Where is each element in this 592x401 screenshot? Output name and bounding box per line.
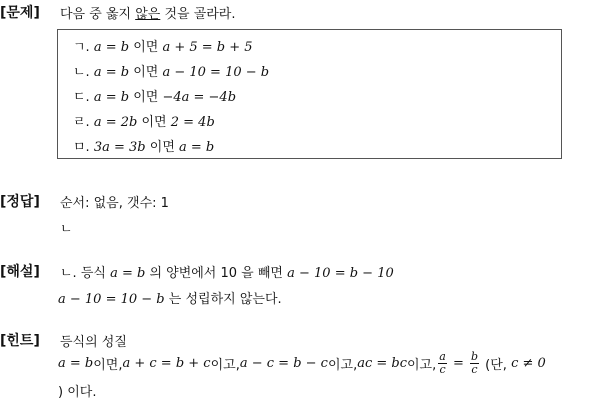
option-expr1: 3a = 3b bbox=[93, 140, 146, 155]
option-5 bbox=[73, 136, 214, 155]
explanation-text: 의 양변에서 10 을 빼면 bbox=[145, 266, 288, 281]
option-word: 이면 bbox=[129, 90, 163, 105]
hint-text: 이고, bbox=[407, 357, 437, 373]
hint-text: (단, bbox=[481, 357, 512, 373]
option-expr2: a − 10 = 10 − b bbox=[162, 65, 270, 80]
explanation-text: ㄴ. 등식 bbox=[60, 266, 111, 281]
option-3 bbox=[73, 86, 236, 105]
option-word: 이면 bbox=[145, 140, 180, 155]
equals-sign: = bbox=[448, 355, 468, 371]
hint-math: a = b bbox=[58, 355, 94, 371]
problem-text-underlined: 않은 bbox=[135, 7, 161, 22]
fraction-a-over-c: $\frac{a}{c}$ bbox=[439, 349, 446, 376]
hint-text: 이고, bbox=[210, 357, 240, 373]
option-expr1: a = b bbox=[93, 40, 130, 55]
hint-closing: ) 이다. bbox=[58, 385, 97, 400]
option-word: 이면 bbox=[129, 40, 163, 55]
problem-label: [문제] bbox=[0, 5, 40, 21]
hint-math: ac = bc bbox=[357, 355, 407, 371]
answer-order-count: 순서: 없음, 갯수: 1 bbox=[60, 196, 169, 211]
hint-math: a − c = b − c bbox=[239, 355, 328, 371]
option-expr2: a = b bbox=[179, 140, 215, 155]
options-box bbox=[57, 29, 562, 159]
explanation-text: 는 성립하지 않는다. bbox=[164, 292, 282, 307]
option-marker: ㅁ. bbox=[73, 140, 90, 155]
option-4 bbox=[73, 111, 215, 130]
option-1 bbox=[73, 36, 253, 55]
option-expr1: a = 2b bbox=[93, 115, 138, 130]
hint-math: c ≠ 0 bbox=[511, 355, 546, 371]
answer-label: [정답] bbox=[0, 194, 40, 210]
hint-properties bbox=[58, 349, 546, 377]
explanation-line-2 bbox=[58, 288, 282, 307]
explanation-math: a − 10 = b − 10 bbox=[287, 266, 394, 281]
option-marker: ㄱ. bbox=[73, 40, 90, 55]
option-word: 이면 bbox=[137, 115, 171, 130]
problem-text-before: 다음 중 옳지 bbox=[60, 7, 136, 22]
option-expr2: −4a = −4b bbox=[162, 90, 237, 105]
problem-statement bbox=[60, 3, 236, 22]
explanation-label: [해설] bbox=[0, 264, 40, 280]
explanation-math: a − 10 = 10 − b bbox=[58, 292, 165, 307]
option-marker: ㄷ. bbox=[73, 90, 90, 105]
option-word: 이면 bbox=[129, 65, 163, 80]
answer-value: ㄴ bbox=[60, 222, 73, 237]
option-marker: ㄴ. bbox=[73, 65, 90, 80]
hint-title: 등식의 성질 bbox=[60, 335, 127, 350]
option-expr1: a = b bbox=[93, 65, 130, 80]
fraction-b-over-c: $\frac{b}{c}$ bbox=[470, 349, 479, 376]
option-expr2: 2 = 4b bbox=[170, 115, 215, 130]
explanation-line-1 bbox=[60, 262, 394, 281]
option-expr1: a = b bbox=[93, 90, 130, 105]
option-expr2: a + 5 = b + 5 bbox=[162, 40, 253, 55]
option-2 bbox=[73, 61, 269, 80]
hint-label: [힌트] bbox=[0, 333, 40, 349]
option-marker: ㄹ. bbox=[73, 115, 90, 130]
explanation-math: a = b bbox=[110, 266, 146, 281]
hint-text: 이고, bbox=[327, 357, 358, 373]
hint-text: 이면, bbox=[93, 357, 123, 373]
problem-text-after: 것을 골라라. bbox=[160, 7, 236, 22]
hint-math: a + c = b + c bbox=[122, 355, 211, 371]
